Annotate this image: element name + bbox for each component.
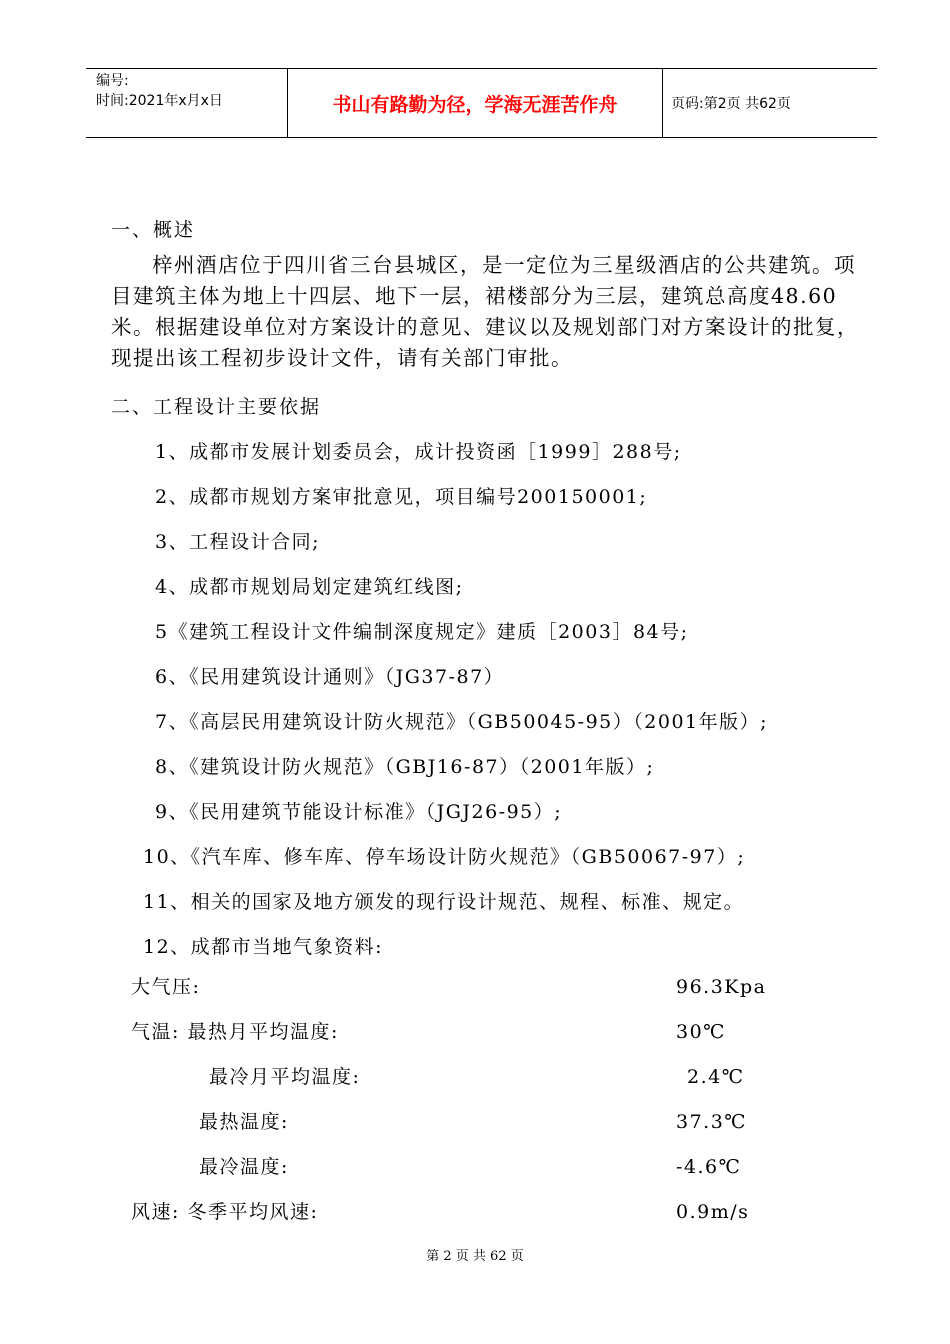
basis-item: 3、工程设计合同; [155, 531, 320, 553]
basis-item: 2、成都市规划方案审批意见，项目编号200150001; [155, 486, 648, 508]
basis-item: 5《建筑工程设计文件编制深度规定》建质［2003］84号; [155, 621, 689, 643]
basis-item: 6、《民用建筑设计通则》（JG37-87） [155, 666, 505, 688]
weather-label: 最冷月平均温度: [209, 1066, 361, 1088]
weather-label: 最热温度: [199, 1111, 289, 1133]
weather-value: 30℃ [676, 1021, 726, 1043]
page-header [86, 68, 877, 138]
document-number-label: 编号: [96, 73, 129, 89]
weather-label: 气温: 最热月平均温度: [131, 1021, 339, 1043]
document-time-label: 时间:2021年x月x日 [96, 93, 223, 109]
header-page-info: 页码:第2页 共62页 [671, 96, 791, 112]
weather-value: -4.6℃ [676, 1156, 742, 1178]
weather-value: 37.3℃ [676, 1111, 748, 1133]
basis-item: 10、《汽车库、修车库、停车场设计防火规范》（GB50067-97）; [143, 846, 746, 868]
basis-item: 1、成都市发展计划委员会，成计投资函［1999］288号; [155, 441, 682, 463]
weather-value: 0.9m/s [676, 1201, 750, 1223]
page-footer: 第 2 页 共 62 页 [426, 1249, 524, 1264]
basis-item: 11、相关的国家及地方颁发的现行设计规范、规程、标准、规定。 [143, 891, 745, 913]
weather-value: 96.3Kpa [676, 976, 767, 998]
basis-item: 9、《民用建筑节能设计标准》（JGJ26-95）; [155, 801, 563, 823]
basis-item: 8、《建筑设计防火规范》（GBJ16-87）（2001年版）; [155, 756, 655, 778]
weather-label: 大气压: [131, 976, 201, 998]
overview-paragraph: 梓州酒店位于四川省三台县城区，是一定位为三星级酒店的公共建筑。项目建筑主体为地上十四层、地下一层，裙楼部分为三层，建筑总高度48.60米。根据建设单位对方案设计的意见、建议以及规划部门对方案设计的批复，现提出该工程初步设计文件，请有关部门审批。 [111, 253, 859, 370]
basis-item: 12、成都市当地气象资料: [143, 936, 384, 958]
basis-item: 4、成都市规划局划定建筑红线图; [155, 576, 464, 598]
section-heading-overview: 一、概述 [111, 219, 196, 241]
header-motto: 书山有路勤为径，学海无涯苦作舟 [287, 69, 663, 137]
basis-item: 7、《高层民用建筑设计防火规范》（GB50045-95）（2001年版）; [155, 711, 769, 733]
header-meta [96, 71, 223, 111]
section-heading-basis: 二、工程设计主要依据 [111, 396, 322, 418]
weather-label: 最冷温度: [199, 1156, 289, 1178]
weather-value: 2.4℃ [687, 1066, 745, 1088]
weather-label: 风速: 冬季平均风速: [131, 1201, 319, 1223]
